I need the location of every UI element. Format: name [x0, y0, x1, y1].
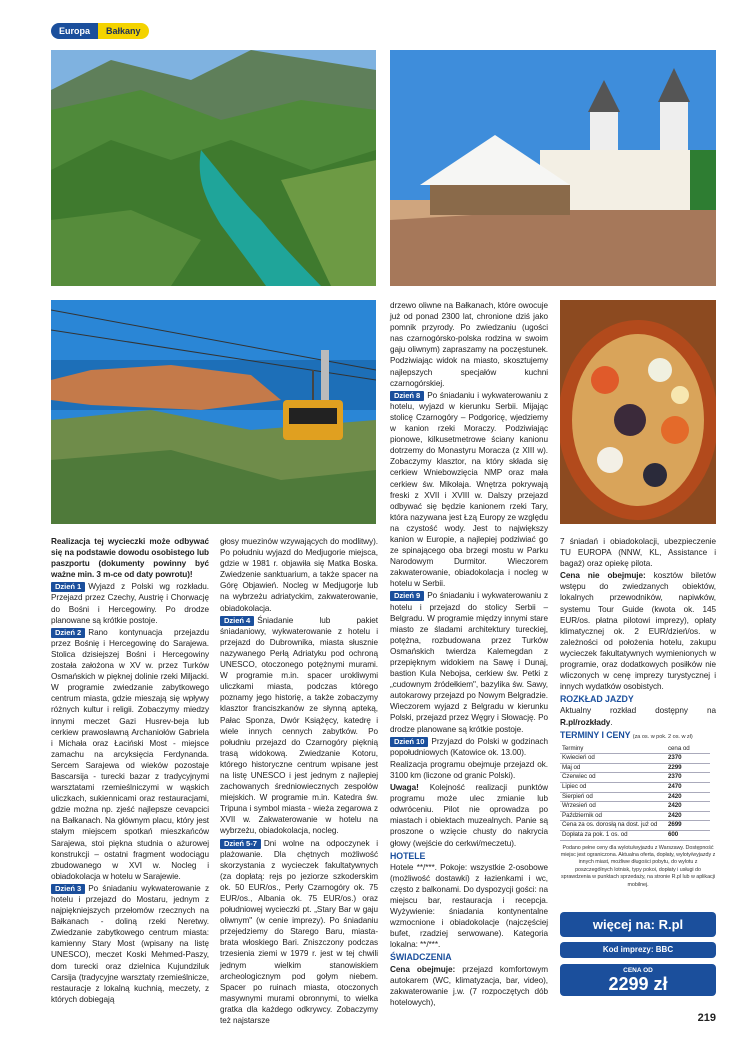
breadcrumb: [51, 23, 149, 39]
day-1-badge: Dzień 1: [51, 582, 85, 592]
table-row: Sierpień od 2420: [560, 792, 710, 802]
warning-text: Kolejność realizacji punktów programu może ulec zmianie lub odwróceniu. Pilot nie oprowadza po miastach i obiektach muzealnych. Panie są proszone o wzięcie chusty do nakrycia głowy (wejście do cerkwi/meczetu).: [390, 783, 548, 848]
intro-notice: Realizacja tej wycieczki może odbywać się na podstawie dowodu osobistego lub paszportu (dokumenty powinny być ważne min. 3 m-ce od daty powrotu)!: [51, 537, 209, 580]
prices-subheading: (za os. w pok. 2 os. w zł): [632, 733, 693, 740]
breadcrumb-region[interactable]: Europa: [51, 23, 98, 39]
day-2-badge: Dzień 2: [51, 628, 85, 638]
offer-code-label: Kod imprezy: BBC: [602, 945, 674, 954]
day-10-badge: Dzień 10: [390, 737, 428, 747]
price-includes-label: Cena obejmuje:: [390, 964, 456, 974]
table-row-single-supplement: Dopłata za pok. 1 os. od 600: [560, 831, 710, 841]
day-4-text: Śniadanie lub pakiet śniadaniowy, wykwaterowanie z hotelu i przejazd do Dubrownika, miasta słusznie nazywanego Perłą Adriatyku pod ochroną UNESCO, otoczonego potężnymi murami. W programie m.in. spacer urokliwymi uliczkami miasta, podczas którego poznamy jego historię, a także zobaczymy klasztor franciszkanów ze słynną apteką, Pałac Sponza, Dwór Książęcy, katedrę i wiele innych cennych zabytków. Po południu przejazd do Czarnogóry pięknią trasą widokową. Zwiedzanie Kotoru, którego historyczne centrum wpisane jest na listę UNESCO i jest jednym z najlepiej zachowanych średniowiecznych zespołów miejskich. W programie m.in. Katedra św. Tripuna i symbol miasta - wieża zegarowa z XVII w. Zakwaterowanie w hotelu na wybrzeżu, obiadokolacja, nocleg.: [220, 615, 378, 836]
price-excludes-label: Cena nie obejmuje:: [560, 571, 646, 581]
table-row: Maj od 2299: [560, 763, 710, 773]
text-column-1: [51, 536, 209, 1006]
more-info-button[interactable]: [560, 912, 716, 937]
price-box[interactable]: [560, 964, 716, 996]
day-9-text: Po śniadaniu i wykwaterowaniu z hotelu i przejazd do stolicy Serbii – Belgradu. W programie między innymi stare miasto ze śladami architektury tureckiej, potężna, rozbudowana przez Turków Osmańskich twierdza Kalemegdan z przepięknym widokiem na Sawę i Dunaj, bastion Kula Nebojsa, cerkiew św. Petki z „cudownym źródełkiem", bazylika św. Sawy, autokarowy przejazd po Nowym Belgradzie. Wieczorem wyjazd z Belgradu w kierunku Polski, przejazd przez Węgry i Słowację. Po drodze planowane są krótkie postoje.: [390, 591, 548, 734]
price-table-header: Terminy cena od: [560, 745, 710, 754]
schedule-link[interactable]: R.pl/rozkłady: [560, 717, 611, 727]
price-box-value: 2299 zł: [608, 974, 668, 994]
table-row-extra-bed: Cena za os. dorosłą na dost. już od 2699: [560, 821, 710, 831]
services-heading: ŚWIADCZENIA: [390, 952, 452, 963]
day-1-text: Wyjazd z Polski wg rozkładu. Przejazd przez Czechy, Austrię i Chorwację do Bośni i Hercegowiny. Po drodze planowane są krótkie postoje.: [51, 582, 209, 625]
day-8-badge: Dzień 8: [390, 391, 424, 401]
table-row: Lipiec od 2470: [560, 783, 710, 793]
warning-label: Uwaga!: [390, 783, 419, 793]
table-row: Październik od 2420: [560, 811, 710, 821]
table-row: Kwiecień od 2370: [560, 754, 710, 764]
day-3-badge: Dzień 3: [51, 884, 85, 894]
day-8-text: Po śniadaniu i wykwaterowaniu z hotelu, wyjazd w kierunku Serbii. Mijając stolicę Czarnogóry – Podgoricę, wjedziemy w kanion rzeki Moraczy. Podziwiając pionowe, kilkusetmetrowe ściany kanionu dotrzemy do Monastyru Moracza (z XIII w). Zobaczymy klasztor, na który składa się cerkiew Wniebowzięcia NMP oraz mała cerkiew św. Mikołaja. Wnętrza pokrywają freski z XVII i XVIII w. Dalszy przejazd odbywać się będzie kanionem rzeki Tary, która nazywana jest Łzą Europy ze względu na czystość wody. Jest to największy kanion w Europie, a najlepiej podziwiać go ze spinającego oba brzegi mostu w Parku Narodowym Durmitor. Wieczorem zakwaterowanie, obiadokolacja i nocleg w hotelu w Serbii.: [390, 390, 548, 589]
offer-code-badge: [560, 942, 716, 958]
photo-dubrovnik-cable-car: [51, 300, 376, 524]
text-column-4: 7 śniadań i obiadokolacji, ubezpieczenie TU EUROPA (NNW, KL, Assistance i bagaż) oraz opiekę pilota. Cena nie obejmuje: kosztów biletów wstępu do zwiedzanych obiektów, lokalnych przewodników, napiwków, systemu Tour Guide (kwota ok. 145 EUR/os. płatna pilotowi imprezy), opłaty klimatycznej ok. 2 EUR/dzień/os. w zależności od położenia hotelu, zakupu wycieczek fakultatywnych wymienionych w programie, oraz dodatkowych posiłków nie wliczonych w cenę imprezy turystycznej i innych wydatków osobistych. ROZKŁAD JAZDY Aktualny rozkład dostępny na R.pl/rozkłady. TERMINY I CENY (za os. w pok. 2 os. w zł) Terminy cena od Kwiecień od 2370 Maj od 2299 Czerwiec od 2370 Lipiec od 2470 Sierpień od 2420 Wrzesień od 2420 Październik od 2420 Cena za os. dorosłą na dost. już od 2699 Dopłata za pok. 1 os. od 600 Podano pełne ceny dla wylotu/wyjazdu z Warszawy. Dostępność miejsc jest ograniczona. Aktualna oferta, dopłaty, wyloty/wyjazdy z innych miast, możliwe długości pobytu, do wylotu z poszczególnych lotnisk, typy pokoi, dopłaty i usługi do sprawdzenia w punktach sprzedaży, na stronie R.pl lub w aplikacji mobilnej.: [560, 537, 717, 888]
prices-heading: TERMINY I CENY (za os. w pok. 2 os. w zł): [560, 729, 693, 740]
photo-food-dish: [560, 300, 716, 524]
day-3-continuation: głosy muezinów wzywających do modlitwy). Po południu wyjazd do Medjugorie miejsca, gdzie w 1981 r. objawiła się Matka Boska. Zwiedzenie sanktuarium, a także spacer na Górę Objawień. Nocleg w Medjugorje lub na wybrzeżu adriatyckim, zakwaterowanie, obiadokolacja.: [220, 537, 378, 613]
photo-river-canyon: [51, 50, 376, 286]
hotels-heading: HOTELE: [390, 850, 426, 861]
day-2-text: Rano kontynuacja przejazdu przez Bośnię i Hercegowinę do Sarajewa. Stolica dzisiejszej Bośni i Hercegowiny została założona w XV w. przez Turków Osmańskich w pięknej dolinie rzeki Miljacki. W programie zwiedzanie zabytkowego centrum miasta, gdzie mieszają się wpływy różnych kultur i religii. Zobaczymy miedzy innymi meczet Gazi Husrev-beja lub cerkiew prawosławną Archaniołów Gabriela i Michała oraz Łaciński Most - miejsce zamachu na arcyksięcia Ferdynanda. Sercem Sarajewa od wieków pozostaje Bascarsija - turecki bazar z tradycyjnymi warsztatami rzemieślniczymi w wąskich uliczkach, sukiennicami oraz restauracjami, gdzie można np. zjeść najlepsze cevapcici na Bałkanach. Na głównym placu, który jest stałym miejscem spotkań mieszkańców Sarajewa, stoi piękna studnia o ażurowej konstrukcji – ostatni fragment wodociągu zbudowanego w XVI w. Nocleg i obiadokolacja w hotelu w Sarajewie.: [51, 627, 209, 881]
price-table: [560, 745, 710, 841]
day-5-7-badge: Dzień 5-7: [220, 839, 261, 849]
schedule-text: Aktualny rozkład dostępny na: [560, 706, 716, 716]
day-5-7-text: Dni wolne na odpoczynek i plażowanie. Dla chętnych możliwość skorzystania z wycieczek fakultatywnych (za dopłatą: rejs po jeziorze szkoderskim ok. 50 EUR/os., Perły Czarnogóry ok. 75 EUR/os., Albania ok. 75 EUR/os.) oraz południowej wycieczki pt. „Stary Bar w gaju oliwnym" (w cenie imprezy). Po śniadaniu przejedziemy do Starego Baru, miasta-brata włoskiego Bari. Zniszczony podczas trzesienia ziemi w 1979 r. jest w tej chwili jednym wielkim stanowiskiem archeologicznym pod gołym niebem. Spacer po ruinach miasta, otoczonych masywnymi murami obronnymi, to wielka gratka dla każdego odkrywcy. Zobaczymy też najstarsze: [220, 838, 378, 1026]
photo-church-medjugorje: [390, 50, 716, 286]
day-4-badge: Dzień 4: [220, 616, 254, 626]
price-excludes-text: kosztów biletów wstępu do zwiedzanych obiektów, lokalnych przewodników, napiwków, systemu Tour Guide (kwota ok. 145 EUR/os. płatna pilotowi imprezy), opłaty klimatycznej ok. 2 EUR/dzień/os. w zależności od położenia hotelu, zakupu wycieczek fakultatywnych wymienionych w programie, oraz dodatkowych posiłków nie wliczonych w cenę imprezy turystycznej i innych wydatków osobistych.: [560, 571, 717, 692]
text-column-2: [220, 536, 378, 1027]
hotels-text: Hotele **/***. Pokoje: wszystkie 2-osobowe (możliwość dostawki) z łazienkami i wc, często z balkonami. Do dyspozycji gości: na miejscu bar, restauracja i recepcja. Wyżywienie: śniadania kontynentalne wzmocnione i obiadokolacje (najczęściej bufet, rzadziej serwowane). Kategoria lokalna: **/***.: [390, 862, 548, 950]
more-info-label: więcej na: R.pl: [592, 917, 684, 932]
services-continuation: 7 śniadań i obiadokolacji, ubezpieczenie TU EUROPA (NNW, KL, Assistance i bagaż) oraz opiekę pilota.: [560, 537, 716, 569]
schedule-heading: ROZKŁAD JAZDY: [560, 694, 634, 705]
table-row: Czerwiec od 2370: [560, 773, 710, 783]
day-3-text: Po śniadaniu wykwaterowanie z hotelu i przejazd do Mostaru, jednym z najpiękniejszych przełomów rzecznych na Bałkanach - doliną rzeki Neretwy. Zwiedzanie zabytkowego centrum miasta: kamienny Stary Most (wpisany na listę UNESCO), meczet Koski Mehmed-Paszy, dom turecki oraz dzielnica Kujundziluk Carsija (tradycyjne warsztaty rzemieślnicze, restauracje z lokalną kuchnią, meczety, z których dobiegają: [51, 883, 209, 1004]
breadcrumb-subregion[interactable]: Bałkany: [98, 23, 149, 39]
page-number: 219: [697, 1012, 716, 1024]
text-column-3: [390, 300, 548, 1009]
day-9-badge: Dzień 9: [390, 591, 424, 601]
day-10-text: Przyjazd do Polski w godzinach popołudniowych (Katowice ok. 13.00).: [390, 736, 548, 757]
table-row: Wrzesień od 2420: [560, 802, 710, 812]
fine-print: Podano pełne ceny dla wylotu/wyjazdu z Warszawy. Dostępność miejsc jest ograniczona. Aktualna oferta, dopłaty, wyloty/wyjazdy z innych miast, możliwe długości pobytu, do wylotu z poszczególnych lotnisk, typy pokoi, dopłaty i usługi do sprawdzenia w punktach sprzedaży, na stronie R.pl lub w aplikacji mobilnej.: [560, 844, 716, 888]
price-box-label: CENA OD: [623, 967, 653, 974]
day-7-continuation: drzewo oliwne na Bałkanach, które owocuje już od ponad 2300 lat, chronione dziś jako pomnik przyrody. Po zwiedzaniu (ugości nas czarnogórsko-polska rodzina w swoim gaju oliwnym) zapraszamy na poczęstunek. Podziwiając widok na miasto, skosztujemy najlepszych specjałów kuchni czarnogórskiej.: [390, 301, 548, 388]
price-includes-text: przejazd komfortowym autokarem (WC, klimatyzacja, bar, video), zakwaterowanie j.w. (7 rozpoczętych dób hotelowych),: [390, 964, 549, 1007]
distance-note: Realizacja programu obejmuje przejazd ok. 3100 km (liczone od granic Polski).: [390, 759, 548, 780]
